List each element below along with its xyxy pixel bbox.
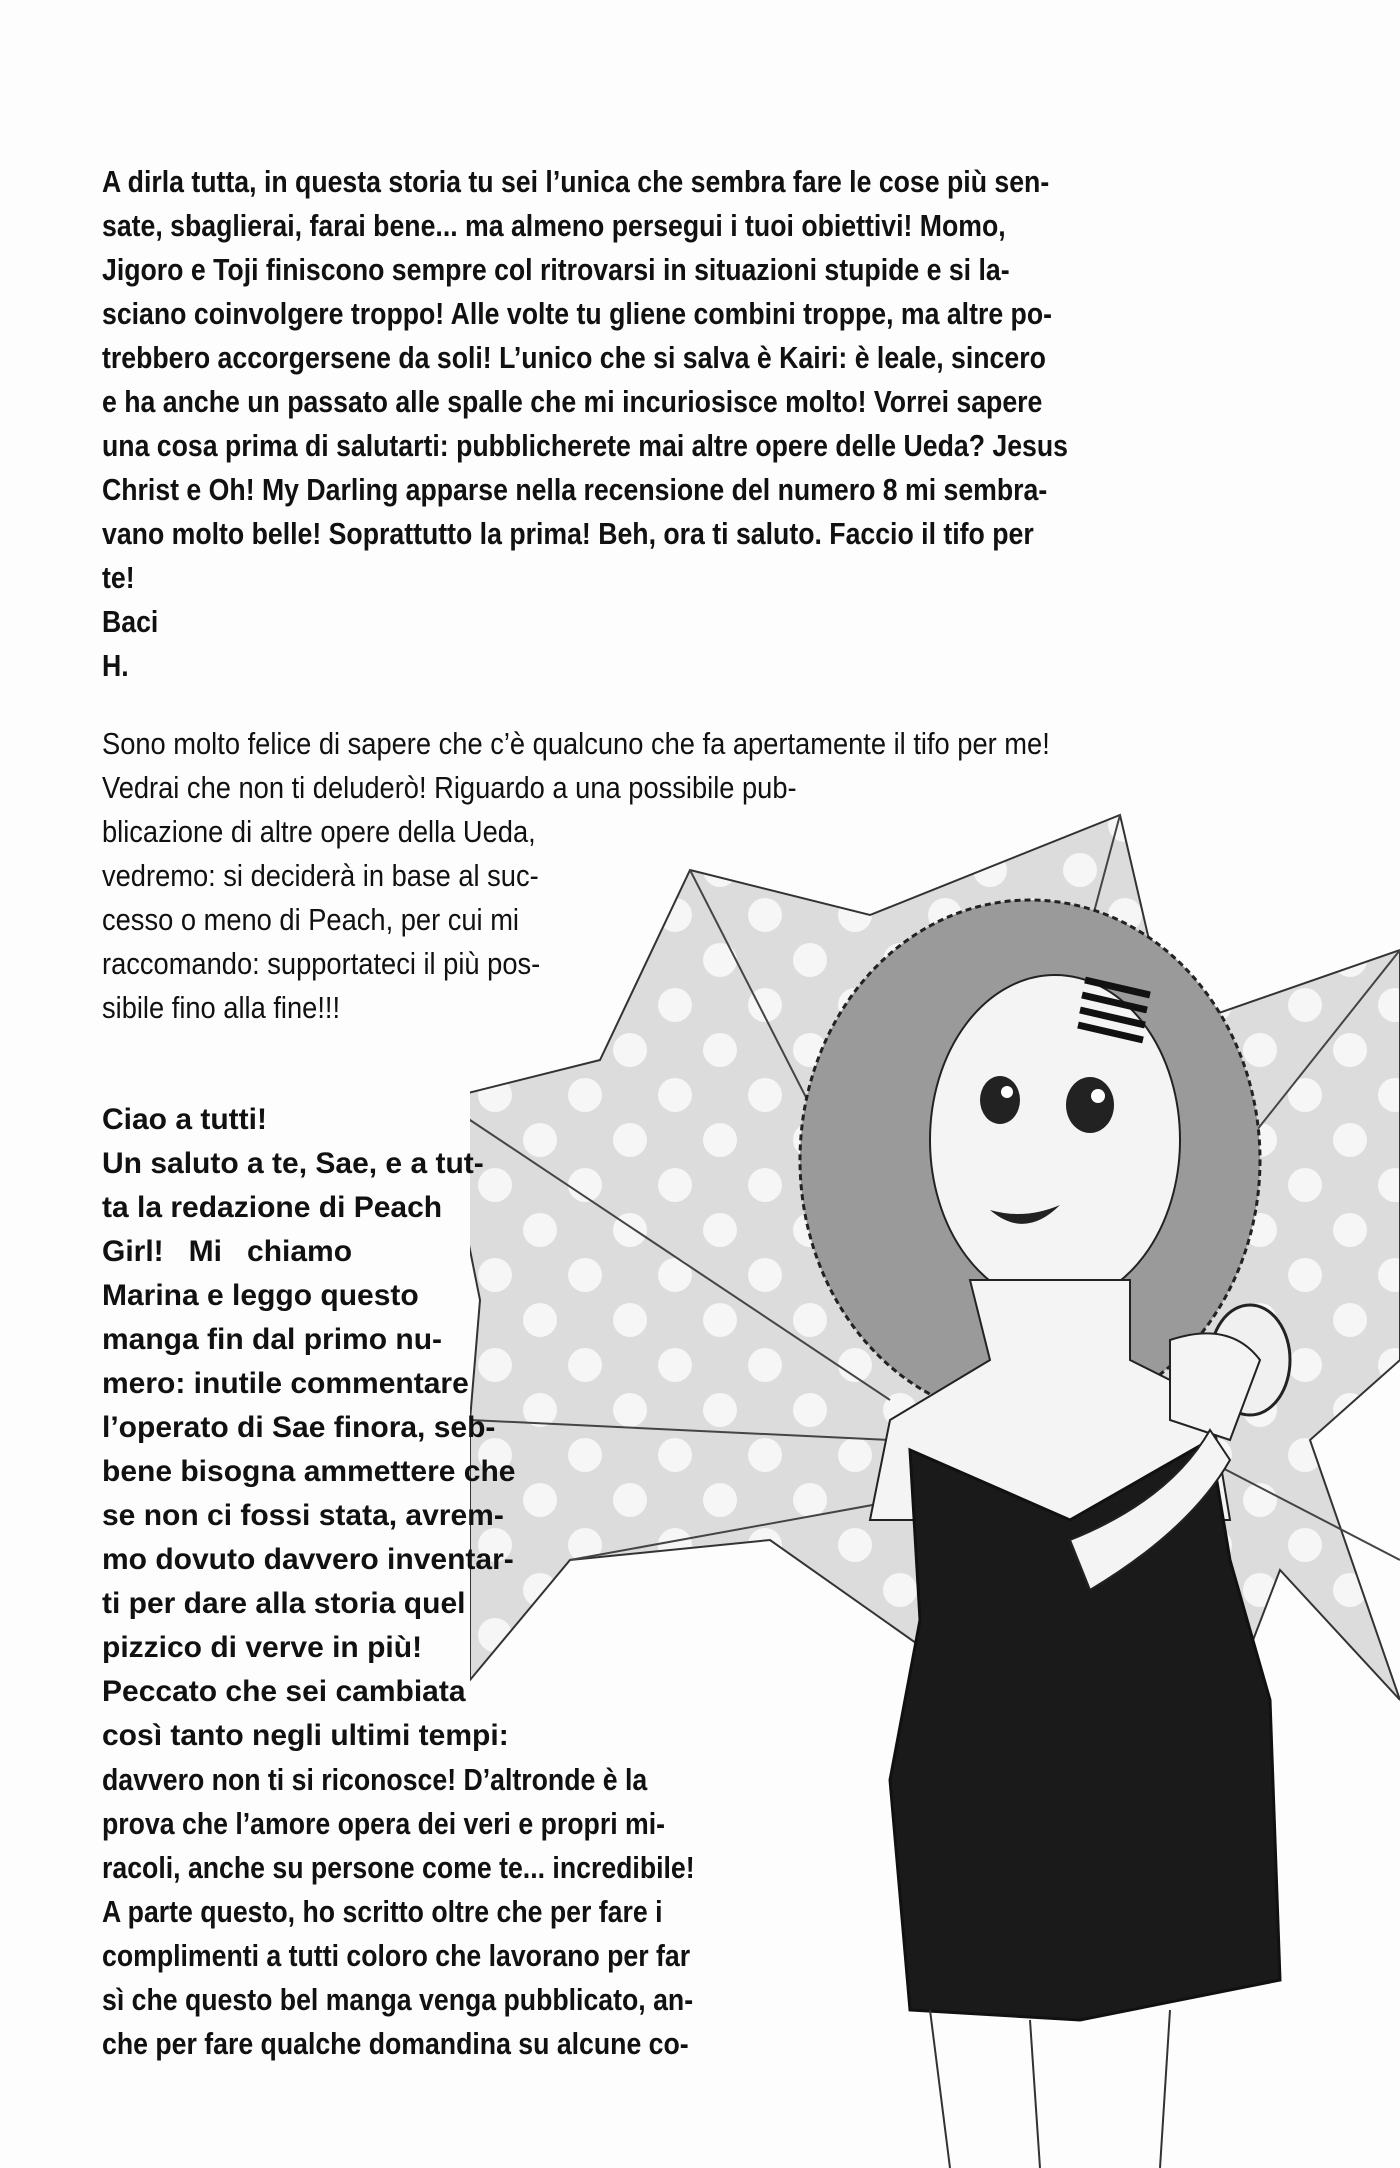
letter-greeting: Ciao a tutti! bbox=[102, 1103, 267, 1136]
face bbox=[930, 975, 1180, 1305]
text-line: A dirla tutta, in questa storia tu sei l’unica che sembra fare le cose più sen- bbox=[102, 164, 1050, 199]
text-line: cesso o meno di Peach, per cui mi bbox=[102, 902, 519, 937]
text-line: Christ e Oh! My Darling apparse nella recensione del numero 8 mi sembra- bbox=[102, 472, 1048, 507]
text-line: Vedrai che non ti deluderò! Riguardo a una possibile pub- bbox=[102, 770, 797, 805]
black-dress bbox=[890, 1440, 1280, 2020]
text-line: A parte questo, ho scritto oltre che per fare i bbox=[102, 1894, 663, 1929]
text-line: Un saluto a te, Sae, e a tut- bbox=[102, 1147, 484, 1180]
text-line: sibile fino alla fine!!! bbox=[102, 990, 341, 1025]
text-line: sate, sbaglierai, farai bene... ma almeno persegui i tuoi obiettivi! Momo, bbox=[102, 208, 1006, 243]
text-line: prova che l’amore opera dei veri e propri mi- bbox=[102, 1806, 666, 1841]
text-line: mero: inutile commentare bbox=[102, 1367, 469, 1400]
text-line: Marina e leggo questo bbox=[102, 1279, 419, 1312]
text-line: raccomando: supportateci il più pos- bbox=[102, 946, 541, 981]
text-line: trebbero accorgersene da soli! L’unico che si salva è Kairi: è leale, sincero bbox=[102, 340, 1046, 375]
text-line: l’operato di Sae finora, seb- bbox=[102, 1411, 496, 1444]
text-line: mo dovuto davvero inventar- bbox=[102, 1543, 514, 1576]
text-line: Girl! Mi chiamo bbox=[102, 1235, 353, 1268]
text-line: te! bbox=[102, 560, 135, 595]
text-line: ta la redazione di Peach bbox=[102, 1191, 443, 1224]
text-line: bene bisogna ammettere che bbox=[102, 1455, 516, 1488]
letter-closing: Baci bbox=[102, 604, 159, 639]
text-line: complimenti a tutti coloro che lavorano per far bbox=[102, 1938, 691, 1973]
text-line: se non ci fossi stata, avrem- bbox=[102, 1499, 504, 1532]
letter-signature: H. bbox=[102, 648, 129, 683]
text-line: racoli, anche su persone come te... incredibile! bbox=[102, 1850, 695, 1885]
text-line: davvero non ti si riconosce! D’altronde è la bbox=[102, 1762, 648, 1797]
text-line: una cosa prima di salutarti: pubblicherete mai altre opere delle Ueda? Jesus bbox=[102, 428, 1069, 463]
text-line: Sono molto felice di sapere che c’è qualcuno che fa apertamente il tifo per me! bbox=[102, 726, 1050, 761]
text-line: vedremo: si deciderà in base al suc- bbox=[102, 858, 539, 893]
text-line: ti per dare alla storia quel bbox=[102, 1587, 466, 1620]
text-line: vano molto belle! Soprattutto la prima! Beh, ora ti saluto. Faccio il tifo per bbox=[102, 516, 1034, 551]
text-line: così tanto negli ultimi tempi: bbox=[102, 1719, 509, 1752]
text-line: e ha anche un passato alle spalle che mi incuriosisce molto! Vorrei sapere bbox=[102, 384, 1043, 419]
text-line: sì che questo bel manga venga pubblicato, an- bbox=[102, 1982, 694, 2017]
text-line: sciano coinvolgere troppo! Alle volte tu gliene combini troppe, ma altre po- bbox=[102, 296, 1053, 331]
text-line: manga fin dal primo nu- bbox=[102, 1323, 443, 1356]
text-line: Peccato che sei cambiata bbox=[102, 1675, 466, 1708]
text-line: pizzico di verve in più! bbox=[102, 1631, 423, 1664]
text-line: che per fare qualche domandina su alcune co- bbox=[102, 2026, 689, 2061]
text-line: blicazione di altre opere della Ueda, bbox=[102, 814, 536, 849]
text-line: Jigoro e Toji finiscono sempre col ritrovarsi in situazioni stupide e si la- bbox=[102, 252, 1010, 287]
